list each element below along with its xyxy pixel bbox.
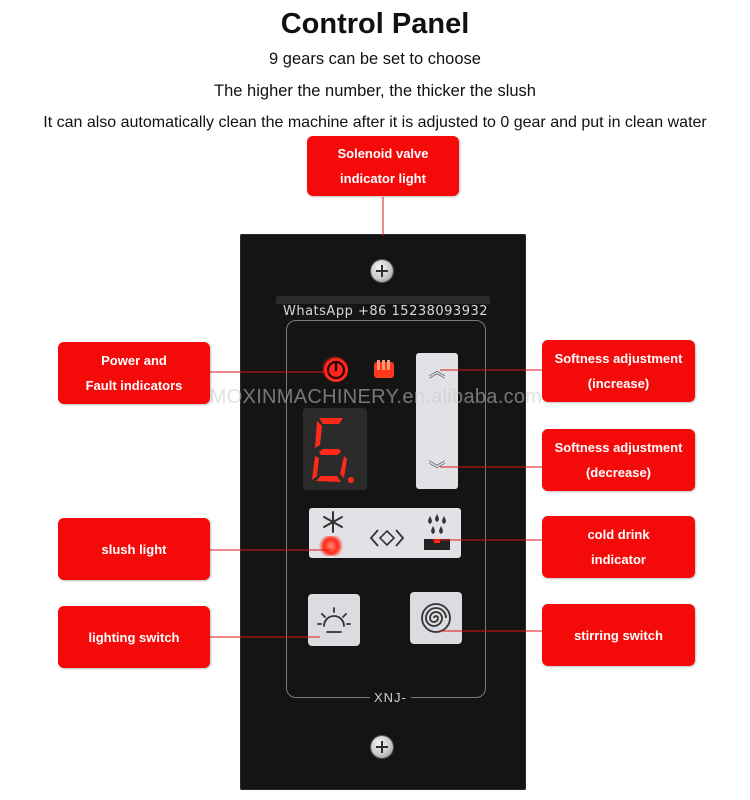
callout-cold-drink: cold drink indicator bbox=[542, 516, 695, 578]
snowflake-icon bbox=[318, 510, 348, 534]
gear-display bbox=[303, 408, 367, 490]
screw-icon bbox=[371, 736, 393, 758]
callout-stirring-switch: stirring switch bbox=[542, 604, 695, 666]
sun-icon bbox=[308, 594, 360, 646]
callout-solenoid-valve: Solenoid valve indicator light bbox=[307, 136, 459, 196]
model-label: XNJ- bbox=[370, 690, 411, 705]
callout-softness-decrease: Softness adjustment (decrease) bbox=[542, 429, 695, 491]
lighting-switch[interactable] bbox=[308, 594, 360, 646]
solenoid-led-icon bbox=[366, 352, 402, 388]
softness-adjust-buttons bbox=[416, 353, 458, 489]
callout-power-fault: Power and Fault indicators bbox=[58, 342, 210, 404]
diamond-arrows-icon bbox=[368, 526, 406, 550]
panel-top-bar bbox=[276, 296, 490, 304]
subtitle-line-3: It can also automatically clean the machine after it is adjusted to 0 gear and put in clean water bbox=[43, 114, 707, 131]
subtitle-line-2: The higher the number, the thicker the slush bbox=[214, 82, 536, 100]
subtitle-line-1: 9 gears can be set to choose bbox=[269, 50, 481, 68]
seven-segment-digit bbox=[303, 408, 367, 490]
page-title: Control Panel bbox=[280, 8, 470, 40]
callout-slush-light: slush light bbox=[58, 518, 210, 580]
whatsapp-contact: WhatsApp +86 15238093932 bbox=[283, 304, 489, 319]
chevron-up-icon[interactable]: ︽ bbox=[428, 362, 446, 381]
callout-lighting-switch: lighting switch bbox=[58, 606, 210, 668]
slush-led bbox=[318, 536, 344, 556]
callout-softness-increase: Softness adjustment (increase) bbox=[542, 340, 695, 402]
power-icon bbox=[318, 352, 354, 388]
stirring-switch[interactable] bbox=[410, 592, 462, 644]
water-drops-icon bbox=[422, 512, 452, 552]
chevron-down-icon[interactable]: ︾ bbox=[428, 460, 446, 479]
watermark: MOXINMACHINERY.en.alibaba.com bbox=[209, 386, 543, 408]
swirl-icon bbox=[410, 592, 462, 644]
screw-icon bbox=[371, 260, 393, 282]
